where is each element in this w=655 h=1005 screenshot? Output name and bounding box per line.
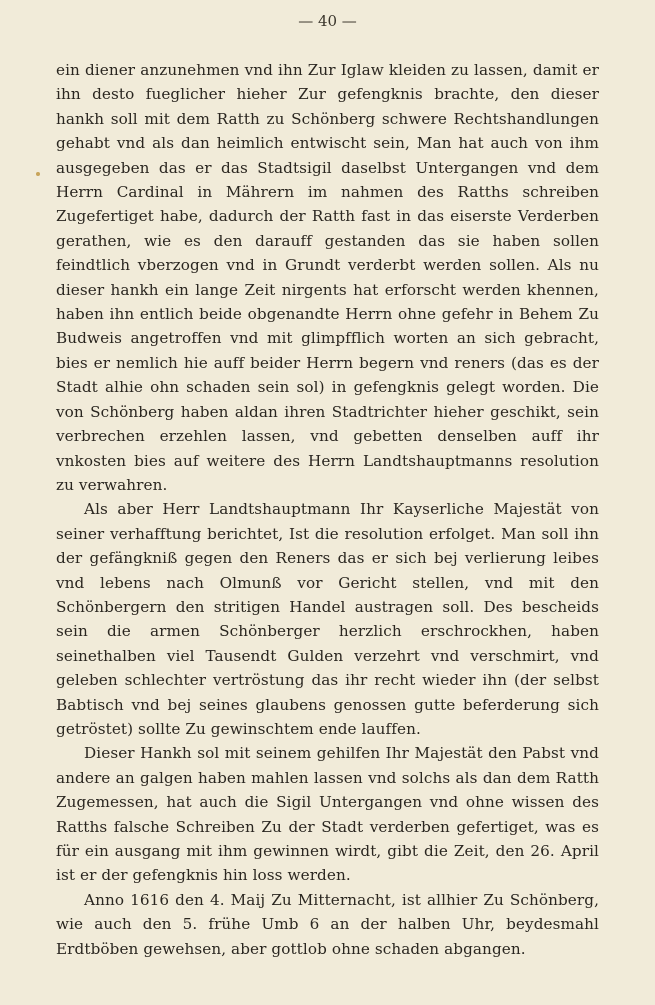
margin-mark [36, 172, 40, 176]
page-number: — 40 — [298, 12, 357, 30]
paragraph-4: Anno 1616 den 4. Maij Zu Mitternacht, ist allhier Zu Schönberg, wie auch den 5. frühe Umb 6 an der halben Uhr, beydesmahl Erdtböben gewehsen, aber gottlob ohne schaden abgangen. [56, 890, 599, 958]
paragraph-1: ein diener anzunehmen vnd ihn Zur Iglaw kleiden zu lassen, damit er ihn desto fueglicher hieher Zur gefengknis brachte, den dieser hankh soll mit dem Ratth zu Schönberg schwere Rechtshandlungen gehabt vnd als dan heimlich entwischt sein, Man hat auch von ihm ausgegeben das er das Stadtsigil daselbst Untergangen vnd dem Herrn Cardinal in Mährern im nahmen des Ratths schreiben Zugefertiget habe, dadurch der Ratth fast in das eiserste Verderben gerathen, wie es den darauff gestanden das sie haben sollen feindtlich vberzogen vnd in Grundt verderbt werden sollen. Als nu dieser hankh ein lange Zeit nirgents hat erforscht werden khennen, haben ihn entlich beide obgenandte Herrn ohne gefehr in Behem Zu Budweis angetroffen vnd mit glimpfflich worten an sich gebracht, bies er nemlich hie auff beider Herrn begern vnd reners (das es der Stadt alhie ohn schaden sein sol) in gefengknis gelegt worden. Die von Schönberg haben aldan ihren Stadtrichter hieher geschikt, sein verbrechen erzehlen lassen, vnd gebetten denselben auff ihr vnkosten bies auf weitere des Herrn Landtshauptmanns resolution zu verwahren. [56, 61, 599, 494]
body-text [56, 58, 599, 961]
paragraph-3: Dieser Hankh sol mit seinem gehilfen Ihr Majestät den Pabst vnd andere an galgen haben mahlen lassen vnd solchs als dan dem Ratth Zugemessen, hat auch die Sigil Untergangen vnd ohne wissen des Ratths falsche Schreiben Zu der Stadt verderben gefertiget, was es für ein ausgang mit ihm gewinnen wirdt, gibt die Zeit, den 26. April ist er der gefengknis hin loss werden. [56, 744, 599, 885]
paragraph-2: Als aber Herr Landtshauptmann Ihr Kayserliche Majestät von seiner verhafftung berichtet, Ist die resolution erfolget. Man soll ihn der gefängkniß gegen den Reners das er sich bej verlierung leibes vnd lebens nach Olmunß vor Gericht stellen, vnd mit den Schönbergern den stritigen Handel austragen soll. Des bescheids sein die armen Schönberger herzlich erschrockhen, haben seinethalben viel Tausendt Gulden verzehrt vnd verschmirt, vnd geleben schlechter vertröstung das ihr recht wieder ihn (der selbst Babtisch vnd bej seines glaubens genossen gutte beferderung sich getröstet) sollte Zu gewinschtem ende lauffen. [56, 500, 599, 738]
